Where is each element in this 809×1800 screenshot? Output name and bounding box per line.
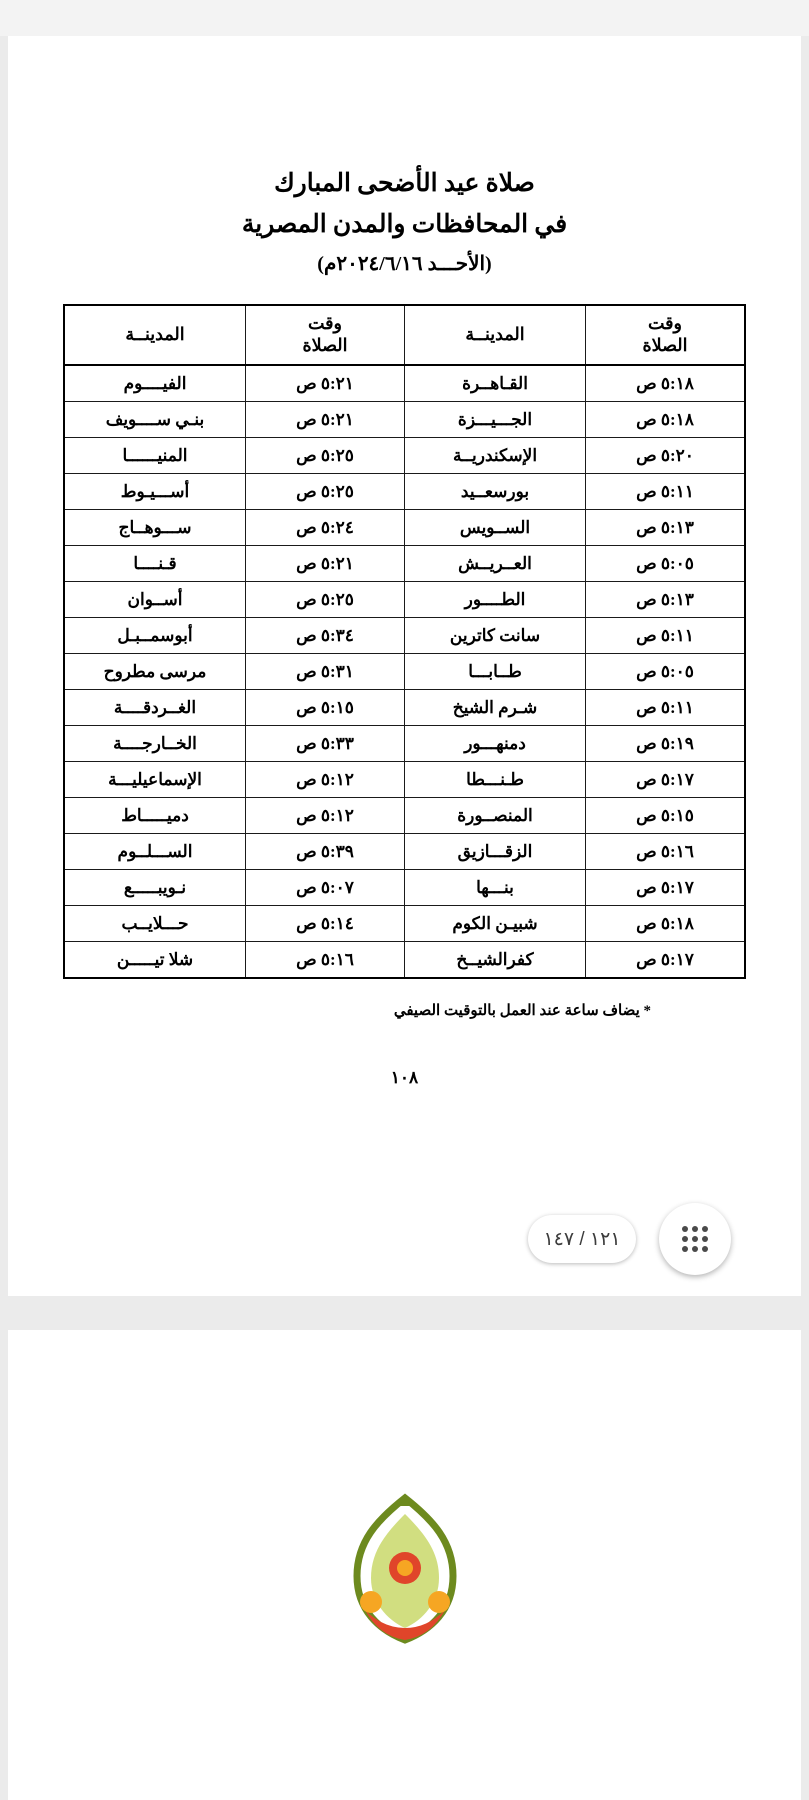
cell-city-right: العــريــش xyxy=(405,546,586,582)
page-indicator: ١٢١ / ١٤٧ xyxy=(528,1215,636,1263)
cell-city-right: دمنهـــور xyxy=(405,726,586,762)
header-time-right-line2: الصلاة xyxy=(642,335,688,355)
cell-time-right: ٥:٠٥ ص xyxy=(586,654,746,690)
table-head xyxy=(64,305,745,365)
cell-city-left: قـنــــا xyxy=(64,546,246,582)
cell-city-right: سانت كاترين xyxy=(405,618,586,654)
cell-city-left: المنيــــــا xyxy=(64,438,246,474)
cell-time-right: ٥:١٣ ص xyxy=(586,582,746,618)
cell-time-right: ٥:١٨ ص xyxy=(586,365,746,402)
table-row xyxy=(64,834,745,870)
cell-city-right: القـاهــرة xyxy=(405,365,586,402)
cell-time-right: ٥:١٧ ص xyxy=(586,762,746,798)
header-city-left: المدينــة xyxy=(64,305,246,365)
table-row xyxy=(64,510,745,546)
table-row xyxy=(64,726,745,762)
cell-time-left: ٥:١٥ ص xyxy=(246,690,405,726)
document-subtitle: (الأحـــد ٢٠٢٤/٦/١٦م) xyxy=(317,253,492,275)
header-time-right xyxy=(586,305,746,365)
cell-city-left: نـويبـــــع xyxy=(64,870,246,906)
cell-city-left: الفيــــوم xyxy=(64,365,246,402)
cell-city-right: بنـــها xyxy=(405,870,586,906)
cell-time-right: ٥:١١ ص xyxy=(586,618,746,654)
cell-city-left: ســـوهــاج xyxy=(64,510,246,546)
cell-city-left: الســـلــوم xyxy=(64,834,246,870)
cell-city-right: شـرم الشيخ xyxy=(405,690,586,726)
cell-city-right: طــابـــا xyxy=(405,654,586,690)
cell-city-left: أســوان xyxy=(64,582,246,618)
title-line-2: في المحافظات والمدن المصرية xyxy=(241,210,568,238)
header-time-left-line1: وقت xyxy=(307,313,342,334)
table-row xyxy=(64,762,745,798)
cell-time-left: ٥:٣٣ ص xyxy=(246,726,405,762)
table-row xyxy=(64,798,745,834)
table-row xyxy=(64,582,745,618)
cell-city-left: الغــردقــــة xyxy=(64,690,246,726)
table-row xyxy=(64,942,745,979)
cell-time-left: ٥:٢٥ ص xyxy=(246,438,405,474)
cell-time-left: ٥:٢٥ ص xyxy=(246,474,405,510)
cell-time-right: ٥:١١ ص xyxy=(586,474,746,510)
header-time-left-line2: الصلاة xyxy=(302,335,348,355)
printed-page-number: ١٠٨ xyxy=(390,1068,419,1087)
cell-city-right: المنصــورة xyxy=(405,798,586,834)
grid-dots-glyph xyxy=(682,1226,708,1252)
cell-city-right: الزقـــازيق xyxy=(405,834,586,870)
cell-time-right: ٥:١٧ ص xyxy=(586,942,746,979)
prayer-times-table xyxy=(63,304,746,979)
table-row xyxy=(64,365,745,402)
cell-city-right: الطــــور xyxy=(405,582,586,618)
cell-time-left: ٥:٢٤ ص xyxy=(246,510,405,546)
document-page xyxy=(8,36,801,1296)
cell-time-left: ٥:١٢ ص xyxy=(246,798,405,834)
table-row xyxy=(64,618,745,654)
cell-time-left: ٥:٢٥ ص xyxy=(246,582,405,618)
decorative-ornament-icon xyxy=(305,1490,505,1690)
cell-time-right: ٥:١٨ ص xyxy=(586,906,746,942)
cell-time-left: ٥:٢١ ص xyxy=(246,365,405,402)
cell-time-right: ٥:١٣ ص xyxy=(586,510,746,546)
table-row xyxy=(64,870,745,906)
cell-time-right: ٥:١٩ ص xyxy=(586,726,746,762)
cell-time-right: ٥:١٦ ص xyxy=(586,834,746,870)
cell-time-left: ٥:٠٧ ص xyxy=(246,870,405,906)
cell-time-right: ٥:٠٥ ص xyxy=(586,546,746,582)
cell-time-right: ٥:١٥ ص xyxy=(586,798,746,834)
cell-city-right: بورسعــيد xyxy=(405,474,586,510)
cell-city-right: طـنـــطا xyxy=(405,762,586,798)
header-time-right-line1: وقت xyxy=(647,313,682,334)
cell-city-right: الجـــيـــزة xyxy=(405,402,586,438)
cell-city-right: الســويس xyxy=(405,510,586,546)
next-document-page xyxy=(8,1330,801,1800)
cell-time-right: ٥:١١ ص xyxy=(586,690,746,726)
cell-city-left: أســـيـوط xyxy=(64,474,246,510)
cell-city-left: مرسى مطروح xyxy=(64,654,246,690)
cell-city-left: حـــلايــب xyxy=(64,906,246,942)
cell-city-left: بنـي ســــويف xyxy=(64,402,246,438)
table-row xyxy=(64,654,745,690)
table-row xyxy=(64,474,745,510)
cell-time-right: ٥:٢٠ ص xyxy=(586,438,746,474)
title-line-1: صلاة عيد الأضحى المبارك xyxy=(274,170,535,197)
table-header-row xyxy=(64,305,745,365)
table-body xyxy=(64,365,745,978)
cell-time-left: ٥:٣٤ ص xyxy=(246,618,405,654)
cell-city-right: كفرالشيــخ xyxy=(405,942,586,979)
cell-city-left: الخــارجــــة xyxy=(64,726,246,762)
cell-time-left: ٥:١٢ ص xyxy=(246,762,405,798)
table-row xyxy=(64,546,745,582)
page-title xyxy=(8,36,801,245)
table-row xyxy=(64,690,745,726)
table-row xyxy=(64,438,745,474)
table-row xyxy=(64,906,745,942)
table-footnote: * يضاف ساعة عند العمل بالتوقيت الصيفي xyxy=(393,1003,651,1019)
header-city-right: المدينــة xyxy=(405,305,586,365)
cell-time-left: ٥:٢١ ص xyxy=(246,546,405,582)
cell-time-left: ٥:٢١ ص xyxy=(246,402,405,438)
cell-city-right: شبيـن الكوم xyxy=(405,906,586,942)
cell-city-right: الإسكندريــة xyxy=(405,438,586,474)
cell-city-left: دميـــــاط xyxy=(64,798,246,834)
table-row xyxy=(64,402,745,438)
cell-city-left: شلا تيـــــن xyxy=(64,942,246,979)
cell-time-left: ٥:٣١ ص xyxy=(246,654,405,690)
cell-time-left: ٥:١٤ ص xyxy=(246,906,405,942)
cell-city-left: الإسماعيليـــة xyxy=(64,762,246,798)
cell-city-left: أبوسمــبـل xyxy=(64,618,246,654)
cell-time-right: ٥:١٧ ص xyxy=(586,870,746,906)
cell-time-left: ٥:١٦ ص xyxy=(246,942,405,979)
viewer-topbar xyxy=(0,0,809,36)
grid-dots-icon[interactable] xyxy=(659,1203,731,1275)
cell-time-left: ٥:٣٩ ص xyxy=(246,834,405,870)
cell-time-right: ٥:١٨ ص xyxy=(586,402,746,438)
header-time-left xyxy=(246,305,405,365)
